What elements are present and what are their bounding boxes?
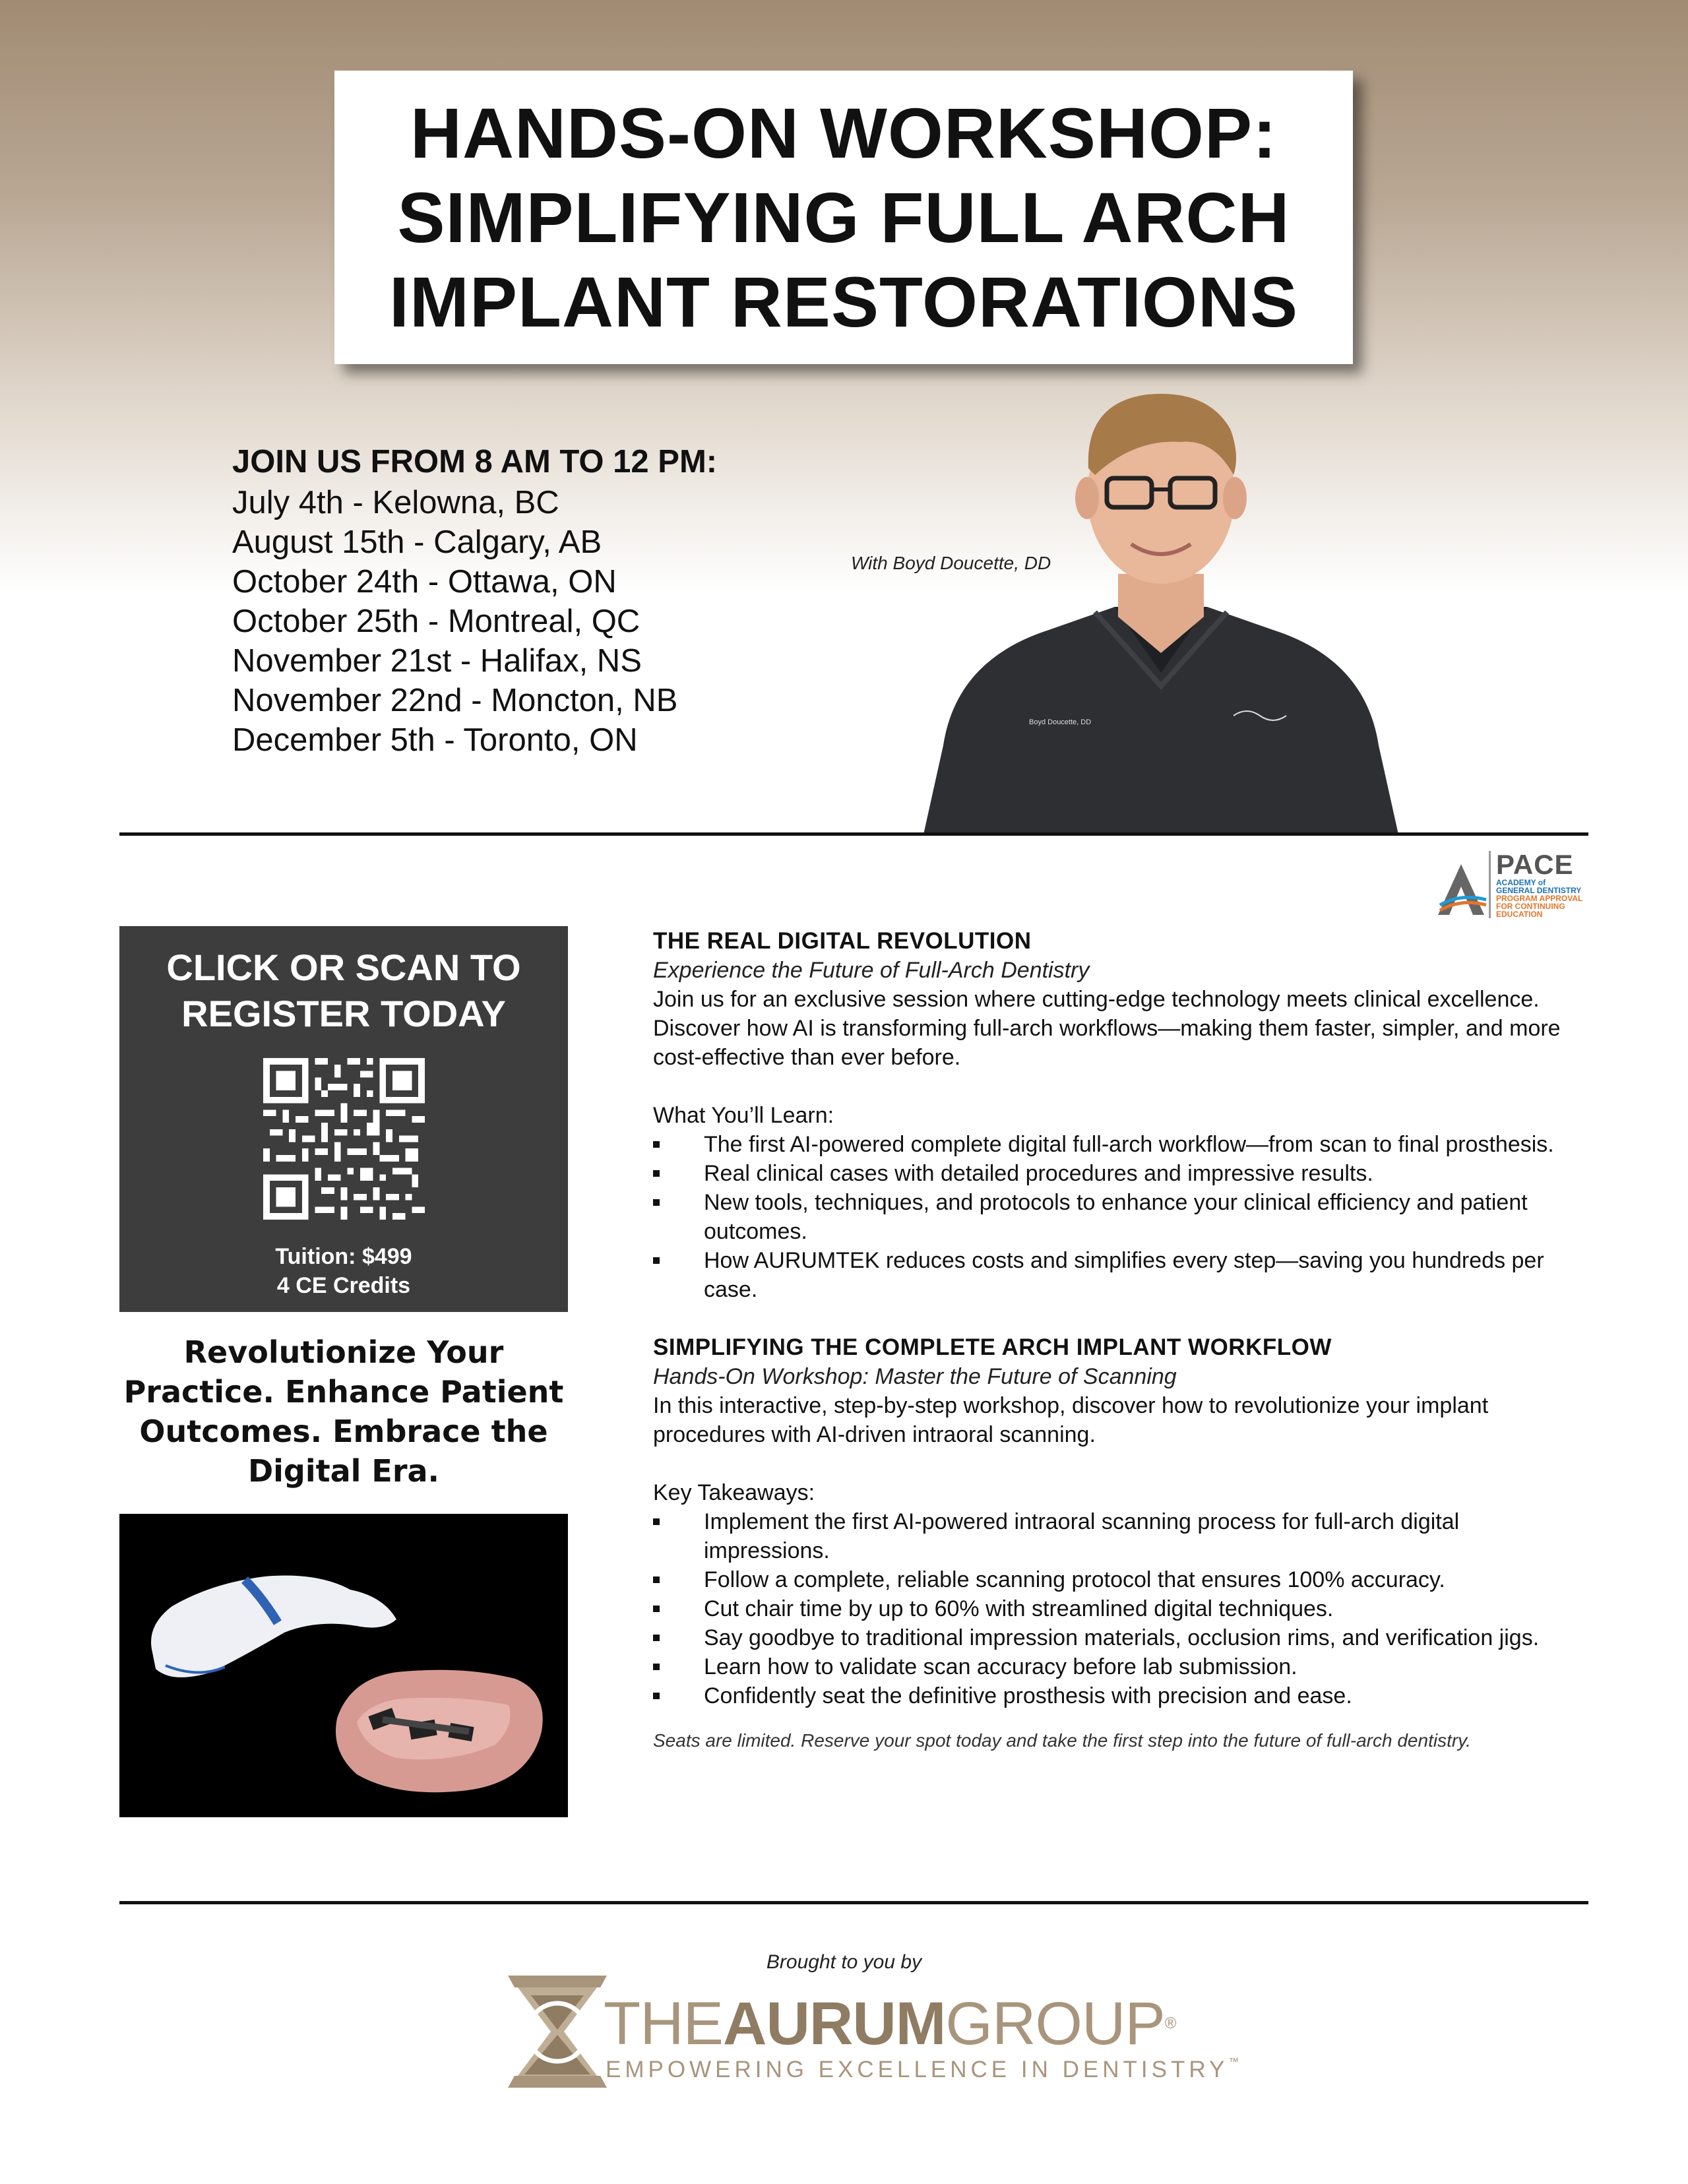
section2-list-title: Key Takeaways:	[653, 1480, 815, 1505]
schedule-date: November 21st - Halifax, NS	[232, 643, 642, 679]
pace-line: GENERAL DENTISTRY	[1496, 886, 1582, 895]
schedule	[232, 441, 826, 760]
pace-text	[1489, 851, 1594, 918]
aurum-hourglass-icon	[501, 1969, 613, 2094]
product-photo	[119, 1514, 568, 1817]
trademark: ™	[1228, 2057, 1243, 2068]
section2-heading: SIMPLIFYING THE COMPLETE ARCH IMPLANT WORKFLOW	[653, 1334, 1332, 1360]
register-cta-line[interactable]: REGISTER TODAY	[181, 993, 506, 1034]
schedule-date: July 4th - Kelowna, BC	[232, 485, 559, 520]
register-card[interactable]	[119, 926, 568, 1312]
section2-list	[653, 1507, 1590, 1710]
tagline: Revolutionize Your Practice. Enhance Patient Outcomes. Embrace the Digital Era.	[123, 1334, 564, 1489]
section2-subheading: Hands-On Workshop: Master the Future of Scanning	[653, 1364, 1177, 1389]
ce-credits: 4 CE Credits	[276, 1273, 411, 1298]
section1-list-title: What You’ll Learn:	[653, 1103, 834, 1128]
divider-bottom	[119, 1901, 1588, 1904]
section1-body: Join us for an exclusive session where cutting-edge technology meets clinical excellence. Discover how AI is transforming full-arch workflows—making them faster, simpler, and more cost-effective than ever before.	[653, 987, 1561, 1070]
pace-line: EDUCATION	[1496, 910, 1543, 919]
list-item: Learn how to validate scan accuracy before lab submission.	[653, 1652, 1590, 1681]
brand-prefix: THE	[604, 1990, 723, 2057]
pace-line: FOR CONTINUING	[1496, 902, 1565, 911]
title-line-1: HANDS-ON WORKSHOP:	[410, 92, 1277, 173]
divider-top	[119, 832, 1588, 836]
register-cta-line[interactable]: CLICK OR SCAN TO	[166, 947, 521, 988]
title-line-2: SIMPLIFYING FULL ARCH	[397, 177, 1290, 257]
title-line-3: IMPLANT RESTORATIONS	[389, 261, 1298, 342]
registered-mark: ®	[1164, 2014, 1176, 2032]
schedule-date: October 25th - Montreal, QC	[232, 604, 641, 639]
scrub-name: Boyd Doucette, DD	[1029, 718, 1092, 726]
brand-suffix: GROUP	[945, 1990, 1165, 2057]
list-item: Implement the first AI-powered intraoral scanning process for full-arch digital impressions.	[653, 1507, 1590, 1565]
pace-mark-icon	[1435, 859, 1487, 918]
list-item: Real clinical cases with detailed procedures and impressive results.	[653, 1159, 1590, 1188]
section1-subheading: Experience the Future of Full-Arch Dentistry	[653, 958, 1090, 983]
page-title	[389, 91, 1298, 344]
list-item: How AURUMTEK reduces costs and simplifies every step—saving you hundreds per case.	[653, 1246, 1590, 1304]
pace-logo	[1435, 851, 1593, 923]
schedule-date: December 5th - Toronto, ON	[232, 722, 638, 758]
brought-by: Brought to you by	[766, 1951, 922, 1973]
list-item: Say goodbye to traditional impression materials, occlusion rims, and verification jigs.	[653, 1623, 1590, 1652]
list-item: New tools, techniques, and protocols to enhance your clinical efficiency and patient outcomes.	[653, 1188, 1590, 1246]
pace-line: ACADEMY of	[1496, 878, 1546, 887]
section2-body: In this interactive, step-by-step workshop, discover how to revolutionize your implant procedures with AI-driven intraoral scanning.	[653, 1393, 1489, 1447]
brand-tagline: EMPOWERING EXCELLENCE IN DENTISTRY	[606, 2057, 1229, 2082]
schedule-date: November 22nd - Moncton, NB	[232, 683, 678, 718]
presenter-label: With Boyd Doucette, DD	[851, 553, 1051, 573]
presenter-photo	[897, 376, 1425, 834]
brand-bold: AURUM	[723, 1990, 946, 2057]
schedule-heading: JOIN US FROM 8 AM TO 12 PM:	[232, 444, 718, 480]
title-box	[334, 71, 1353, 364]
section1-heading: THE REAL DIGITAL REVOLUTION	[653, 928, 1032, 954]
qr-code-icon[interactable]	[263, 1058, 425, 1220]
closing-note: Seats are limited. Reserve your spot today and take the first step into the future of full-arch dentistry.	[653, 1730, 1471, 1751]
tuition-info	[119, 1242, 568, 1300]
list-item: Confidently seat the definitive prosthesis with precision and ease.	[653, 1681, 1590, 1710]
content-column	[653, 927, 1590, 1754]
list-item: The first AI-powered complete digital full-arch workflow—from scan to final prosthesis.	[653, 1130, 1590, 1159]
aurum-wordmark	[604, 1991, 1175, 2057]
schedule-date: October 24th - Ottawa, ON	[232, 564, 617, 600]
list-item: Follow a complete, reliable scanning protocol that ensures 100% accuracy.	[653, 1565, 1590, 1594]
tuition-price: Tuition: $499	[275, 1244, 412, 1269]
register-cta[interactable]	[119, 945, 568, 1037]
pace-line: PROGRAM APPROVAL	[1496, 894, 1583, 903]
aurum-tagline	[606, 2057, 1243, 2083]
schedule-date: August 15th - Calgary, AB	[232, 524, 602, 560]
list-item: Cut chair time by up to 60% with streamlined digital techniques.	[653, 1594, 1590, 1623]
section1-list	[653, 1130, 1590, 1304]
schedule-list	[232, 483, 826, 760]
pace-name: PACE	[1496, 849, 1574, 880]
